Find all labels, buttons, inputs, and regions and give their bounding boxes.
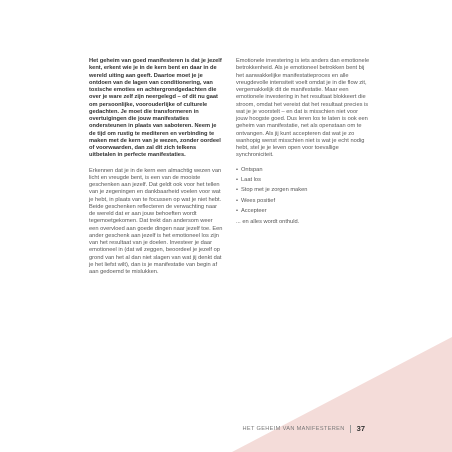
bullet-item: • Stop met je zorgen maken	[236, 187, 370, 194]
corner-triangle	[232, 337, 452, 452]
footer-divider	[350, 425, 351, 433]
bullet-item: • Laat los	[236, 177, 370, 184]
closing-line: ... en alles wordt onthuld.	[236, 218, 300, 225]
bullet-item: • Ontspan	[236, 167, 370, 174]
bullet-item: • Accepteer	[236, 208, 370, 215]
left-column	[89, 58, 223, 283]
right-column	[236, 58, 370, 233]
intro-bold-paragraph: Het geheim van goed manifesteren is dat je jezelf kent, erkent wie je in de kern bent en daar in de wereld uiting aan geeft. Daartoe moet je je ontdoen van de lagen van conditionering, van toxische emoties en achtergrondgedachten die over je ware zelf zijn neergelegd – of dit nu gaat om persoonlijke, voorouderlijke of culturele gedachten. Je moet die transformeren in overtuigingen die jouw manifestaties ondersteunen in plaats van saboteren. Neem je de tijd om rustig te mediteren en verbinding te maken met de kern van je wezen, zonder oordeel of voorwaarden, dan zal dit zich telkens uitbetalen in perfecte manifestaties.	[89, 58, 222, 159]
body-paragraph-right: Emotionele investering is iets anders dan emotionele betrokkenheid. Als je emotioneel betrokken bent bij het aanwakkelijke manifestatieproces en alle vreugdevolle intensiteit voelt omdat je in die flow zit, vergemakkelijk dit de manifestatie. Maar een emotionele investering in het resultaat blokkeert die stroom, omdat het vereist dat het resultaat precies is wat je je voorstelt – en dat is misschien niet voor jouw hoogste goed. Dus leren los te laten is ook een geheim van manifestatie, net als openstaan om te ontvangen. Als jij kunt accepteren dat wat je zo wanhopig wenst misschien niet is wat je echt nodig hebt, stel je je leven open voor toevallige synchroniciteit.	[236, 58, 370, 159]
page-number: 37	[356, 424, 365, 433]
bullet-item: • Wees positief	[236, 198, 370, 205]
page-footer	[242, 424, 365, 433]
bullet-list	[236, 167, 370, 216]
running-title: HET GEHEIM VAN MANIFESTEREN	[242, 425, 345, 432]
body-paragraph-left: Erkennen dat je in de kern een almachtig wezen van licht en vreugde bent, is een van de mooiste geschenken aan jezelf. Dat geldt ook voor het tellen van je zegeningen en dankbaarheid voelen voor wat je hebt, in plaats van te focussen op wat je niet hebt. Beide geschenken reflecteren de verwachting naar de wereld dat er aan jouw behoeften wordt tegemoetgekomen. Dat trekt dan andersom weer een overvloed aan goede dingen naar jezelf toe. Een ander geschenk aan jezelf is het emotioneel los zijn van het resultaat van je doelen. Investeer je daar emotioneel in (dat wil zeggen, beoordeel je jezelf op grond van het al dan niet slagen van wat jij denkt dat je het liefst wilt), dan is je manifestatie van begin af aan gedoemd te mislukken.	[89, 167, 223, 275]
